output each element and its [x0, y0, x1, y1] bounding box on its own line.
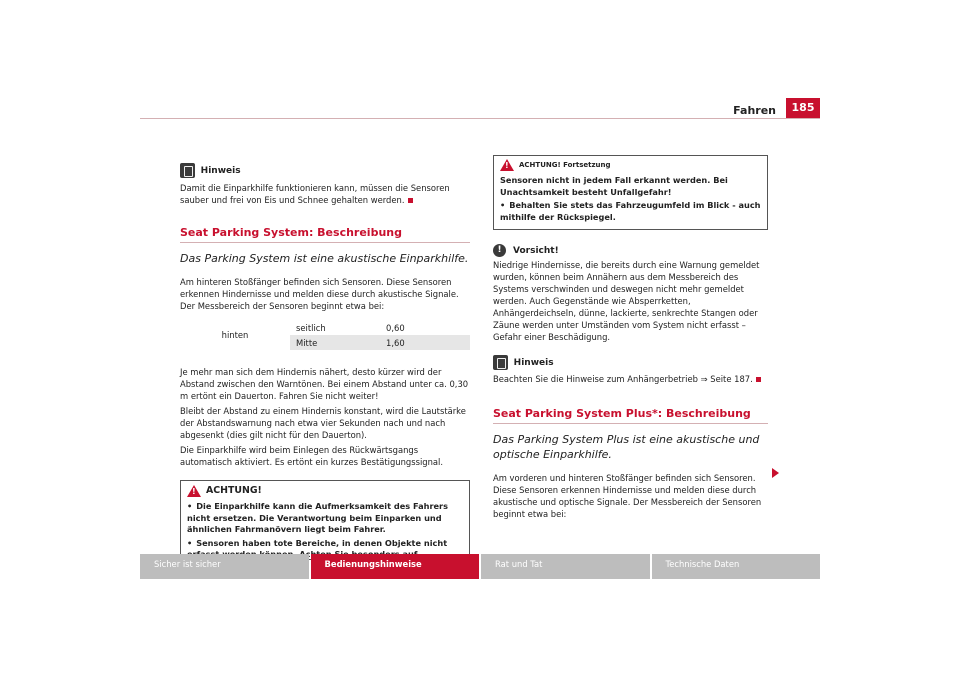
paragraph: Bleibt der Abstand zu einem Hindernis konstant, wird die Lautstärke der Abstandswarnung nach etwa vier Sekunden nach und nach abgesenkt (dies gilt nicht für den Dauerton).: [180, 406, 466, 440]
table-cell-value: 0,60: [386, 323, 405, 333]
warning-heading: [181, 481, 469, 499]
continue-arrow-icon: [772, 468, 779, 478]
section-subtitle: Das Parking System ist eine akustische Einparkhilfe.: [180, 252, 469, 265]
hinweis-text: Beachten Sie die Hinweise zum Anhängerbetrieb ⇒ Seite 187.: [493, 373, 768, 385]
section-subtitle: Das Parking System Plus ist eine akustische und optische Einparkhilfe.: [493, 433, 760, 461]
table-row-label: hinten: [221, 330, 249, 340]
warning-continuation-body: [494, 173, 767, 229]
footer-nav: [140, 554, 820, 579]
footer-tab-bedienung[interactable]: Bedienungshinweise: [311, 554, 480, 579]
warning-triangle-icon: [500, 159, 514, 171]
right-column: [493, 155, 768, 523]
warning-continuation-text: Sensoren nicht in jedem Fall erkannt werden. Bei Unachtsamkeit besteht Unfallgefahr!: [500, 175, 728, 197]
warning-box: [180, 480, 470, 560]
page-header-title: Fahren: [733, 104, 776, 117]
vorsicht-title: Vorsicht!: [513, 245, 559, 256]
warning-bullet: • Die Einparkhilfe kann die Aufmerksamkeit des Fahrers nicht ersetzen. Die Verantwortung beim Einparken und ähnlichen Fahrmanövern liegt beim Fahrer.: [187, 501, 463, 536]
table-cell-value: 1,60: [380, 335, 470, 350]
section-intro: Am hinteren Stoßfänger befinden sich Sensoren. Diese Sensoren erkennen Hindernisse und melden diese durch akustische Signale. Der Messbereich der Sensoren beginnt etwa bei:: [180, 277, 459, 311]
paragraph: Die Einparkhilfe wird beim Einlegen des Rückwärtsgangs automatisch aktiviert. Es ertönt ein kurzes Bestätigungssignal.: [180, 445, 444, 467]
footer-tab-sicher[interactable]: Sicher ist sicher: [140, 554, 309, 579]
note-icon: [180, 163, 195, 178]
warning-bullet: • Behalten Sie stets das Fahrzeugumfeld im Blick - auch mithilfe der Rückspiegel.: [500, 200, 761, 223]
warning-body: [181, 499, 469, 560]
note-icon: [493, 355, 508, 370]
vorsicht-text: Niedrige Hindernisse, die bereits durch eine Warnung gemeldet wurden, können beim Annähern aus dem Messbereich des Systems verschwinden und deswegen nicht mehr gemeldet werden. Auch Gegenstände wie Absperrketten, Anhängerdeichseln, dünne, lackierte, senkrechte Stangen oder Zäune werden unter Umständen vom System nicht erfasst – Gefahr einer Beschädigung.: [493, 260, 760, 342]
end-marker-icon: [756, 377, 761, 382]
warning-continuation-box: [493, 155, 768, 230]
header-divider: [140, 118, 820, 119]
page-number: 185: [786, 98, 820, 118]
warning-title: ACHTUNG!: [206, 485, 262, 496]
left-column: [180, 163, 470, 560]
section-intro: Am vorderen und hinteren Stoßfänger befinden sich Sensoren. Diese Sensoren erkennen Hindernisse und melden diese durch akustische und optische Signale. Der Messbereich der Sensoren beginnt etwa bei:: [493, 473, 762, 519]
table-cell-position: Mitte: [290, 335, 380, 350]
footer-tab-rat[interactable]: Rat und Tat: [481, 554, 650, 579]
hinweis-text: Damit die Einparkhilfe funktionieren kann, müssen die Sensoren sauber und frei von Eis und Schnee gehalten werden.: [180, 183, 450, 205]
table-cell-position: seitlich: [296, 323, 326, 333]
warning-triangle-icon: [187, 485, 201, 497]
footer-tab-technik[interactable]: Technische Daten: [652, 554, 821, 579]
end-marker-icon: [408, 198, 413, 203]
hinweis-title: Hinweis: [200, 165, 241, 176]
warning-continuation-heading: [494, 156, 767, 173]
section-title-parking-system: Seat Parking System: Beschreibung: [180, 227, 470, 243]
vorsicht-heading: [493, 244, 768, 257]
paragraph: Je mehr man sich dem Hindernis nähert, desto kürzer wird der Abstand zwischen den Warntönen. Bei einem Abstand unter ca. 0,30 m ertönt ein Dauerton. Fahren Sie nicht weiter!: [180, 367, 469, 401]
warning-bullet: • Sensoren haben tote Bereiche, in denen Objekte nicht: [187, 538, 463, 561]
hinweis-heading: [493, 355, 768, 370]
sensor-range-table: [180, 320, 470, 350]
exclamation-circle-icon: !: [493, 244, 506, 257]
hinweis-heading: [180, 163, 470, 178]
section-title-parking-system-plus: Seat Parking System Plus*: Beschreibung: [493, 408, 768, 424]
hinweis-title: Hinweis: [513, 357, 554, 368]
warning-continuation-title: ACHTUNG! Fortsetzung: [519, 161, 611, 169]
